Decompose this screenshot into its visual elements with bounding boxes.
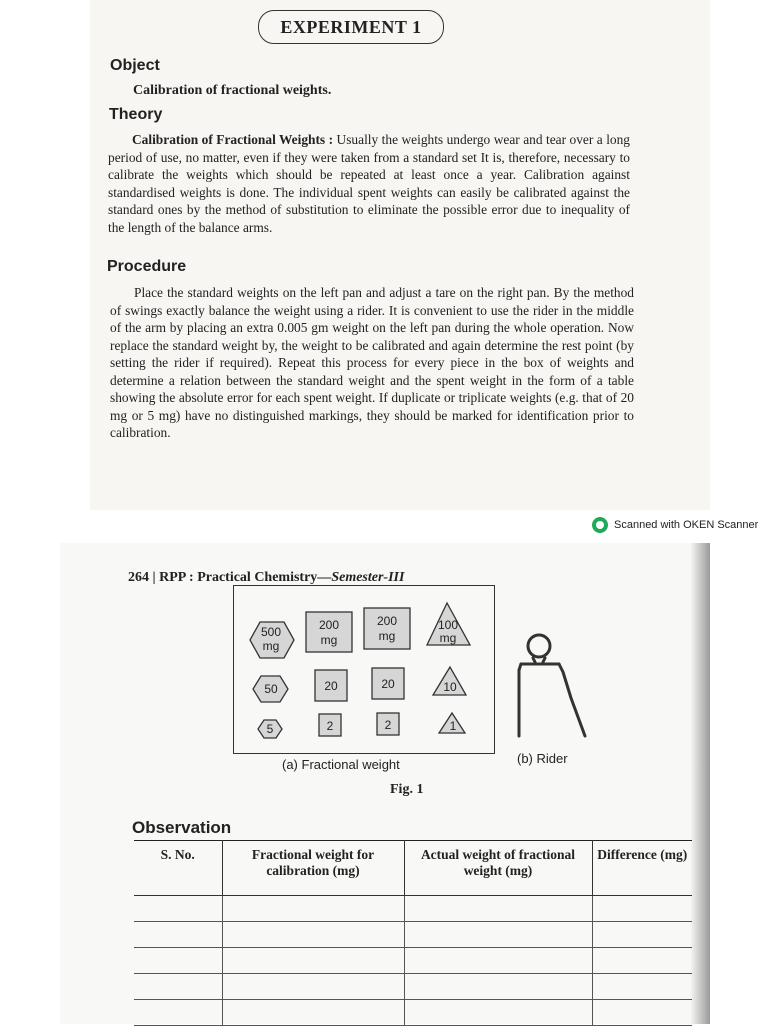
table-cell (222, 922, 404, 948)
label-200-b-mg: mg (378, 629, 396, 643)
page-edge-shadow (690, 543, 710, 1024)
table-row (134, 948, 692, 974)
theory-lead: Calibration of Fractional Weights : (132, 132, 334, 147)
running-head-title: Practical Chemistry— (193, 570, 332, 585)
rider-figure (505, 628, 595, 748)
label-20-a: 20 (324, 679, 338, 693)
label-2-a: 2 (326, 719, 334, 733)
table-cell (404, 1000, 592, 1026)
running-head (128, 570, 404, 586)
table-cell (134, 1000, 222, 1026)
table-cell (222, 948, 404, 974)
rider-left-leg (519, 664, 521, 736)
label-200-a-mg: mg (320, 633, 338, 647)
caption-fractional-weight: (a) Fractional weight (282, 757, 400, 772)
label-20-b: 20 (381, 677, 395, 691)
object-heading: Object (110, 57, 160, 74)
theory-paragraph (108, 131, 630, 236)
rider-neck (533, 658, 545, 662)
caption-rider: (b) Rider (517, 751, 568, 766)
label-50: 50 (264, 682, 278, 696)
rider-loop (528, 635, 550, 657)
column-header: Difference (mg) (592, 841, 692, 896)
object-text: Calibration of fractional weights. (133, 83, 332, 98)
observation-table (134, 840, 692, 1026)
column-header: Actual weight of fractional weight (mg) (404, 841, 592, 896)
table-cell (134, 974, 222, 1000)
oken-logo-icon (592, 517, 608, 533)
label-500-mg: mg (262, 639, 280, 653)
table-cell (222, 974, 404, 1000)
table-cell (134, 922, 222, 948)
figure-label: Fig. 1 (390, 782, 424, 797)
fractional-weights-figure (233, 585, 493, 752)
theory-text: Usually the weights undergo wear and tear over a long period of use, no matter, even if they were taken from a standard set It is, therefore, necessary to calibrate the weights which should be repeated at least once a year. Calibration against standardised weights is done. The individual spent weights can easily be calibrated against the standard ones by the method of substitution to eliminate the possible error due to inequality of the length of the balance arms. (108, 132, 630, 235)
table-cell (592, 1000, 692, 1026)
label-2-b: 2 (384, 718, 392, 732)
table-row (134, 922, 692, 948)
label-200-b: 200 (376, 614, 398, 628)
table-cell (404, 974, 592, 1000)
table-cell (404, 922, 592, 948)
table-cell (404, 948, 592, 974)
procedure-heading: Procedure (107, 258, 187, 275)
label-200-a: 200 (318, 618, 340, 632)
label-100-mg: mg (439, 631, 457, 645)
table-row (134, 896, 692, 922)
table-cell (222, 1000, 404, 1026)
table-cell (592, 948, 692, 974)
label-500: 500 (260, 625, 282, 639)
column-header: Fractional weight for calibration (mg) (222, 841, 404, 896)
scanner-watermark (592, 517, 758, 533)
table-row (134, 974, 692, 1000)
table-header-row (134, 841, 692, 896)
table-cell (222, 896, 404, 922)
label-1: 1 (449, 719, 457, 733)
label-10: 10 (443, 680, 457, 694)
rider-right-leg (559, 664, 585, 736)
label-100: 100 (437, 618, 459, 632)
procedure-paragraph: Place the standard weights on the left pan and adjust a tare on the right pan. By the method of swings exactly balance the weight using a rider. It is convenient to use the rider in the middle of the arm by placing an extra 0.005 gm weight on the left pan during the whole operation. Now replace the standard weight by, the weight to be calibrated and again determine the rest point (by setting the rider if required). Repeat this process for every piece in the box of weights and determine a relation between the standard weight and the spent weight in the form of a table showing the absolute error for each spent weight. If duplicate or triplicate weights (e.g. that of 20 mg or 5 mg) have no distinguished markings, they should be marked for identification prior to calibration. (110, 285, 634, 440)
table-row (134, 1000, 692, 1026)
running-head-page: 264 | RPP : (128, 570, 194, 585)
column-header: S. No. (134, 841, 222, 896)
theory-heading: Theory (109, 106, 163, 123)
table-cell (134, 948, 222, 974)
scanner-text: Scanned with OKEN Scanner (614, 519, 759, 531)
table-cell (592, 974, 692, 1000)
label-5: 5 (266, 722, 274, 736)
table-cell (404, 896, 592, 922)
experiment-title: EXPERIMENT 1 (258, 10, 444, 44)
table-cell (592, 896, 692, 922)
table-cell (134, 896, 222, 922)
table-cell (592, 922, 692, 948)
observation-heading: Observation (132, 818, 232, 837)
running-head-semester: Semester-III (331, 570, 405, 585)
